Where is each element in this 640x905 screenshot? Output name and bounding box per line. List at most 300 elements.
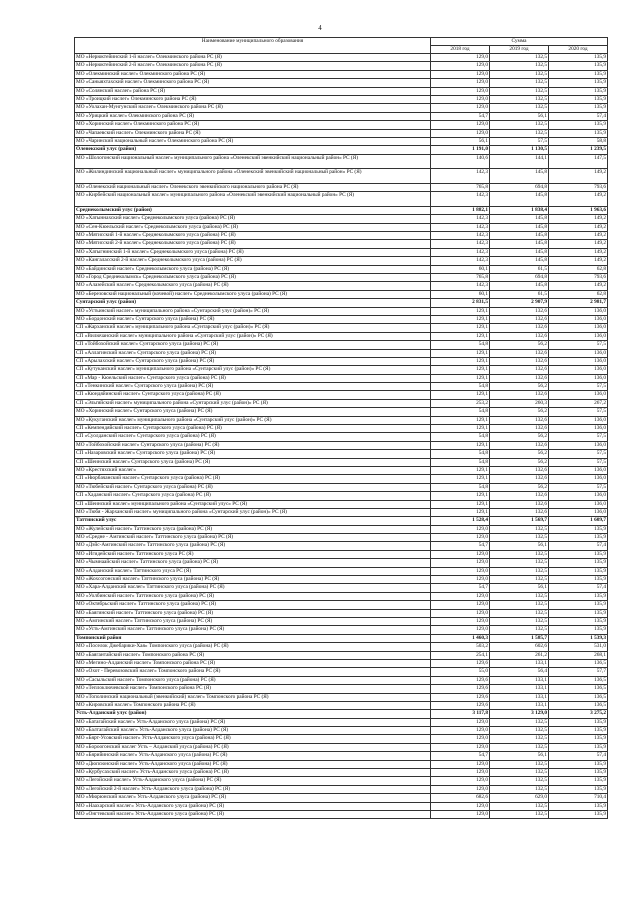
row-value: 129,0	[431, 626, 490, 634]
row-name: МО «Баягантайский наслег» Томпонского района РС (Я)	[75, 651, 431, 659]
row-name: МО «Кангаласский 2-й наслег» Среднеколымского улуса (района) РС (Я)	[75, 257, 431, 265]
row-value: 135,9	[549, 576, 608, 584]
row-value: 149,2	[549, 215, 608, 223]
row-name: МО «Дэйс-Амгинский наслег» Таттинского улуса (района) РС (Я)	[75, 542, 431, 550]
row-name: СП «Тенкинский наслег» Сунтарского улуса (района) РС (Я)	[75, 383, 431, 391]
row-value: 132,5	[490, 626, 549, 634]
row-value: 132,6	[490, 475, 549, 483]
row-value: 133,1	[490, 701, 549, 709]
row-value: 682,6	[431, 794, 490, 802]
row-value: 1 585,7	[490, 634, 549, 642]
row-value: 140,6	[431, 154, 490, 169]
row-value: 62,8	[549, 290, 608, 298]
table-row	[75, 777, 608, 785]
row-value: 135,9	[549, 567, 608, 575]
row-value: 135,9	[549, 735, 608, 743]
row-name: МО «Баягинский наслег» Таттинского улуса (района) РС (Я)	[75, 609, 431, 617]
row-value: 129,0	[431, 121, 490, 129]
row-value: 136,5	[549, 701, 608, 709]
row-value: 132,5	[490, 785, 549, 793]
table-row	[75, 609, 608, 617]
table-row	[75, 601, 608, 609]
row-value: 132,6	[490, 366, 549, 374]
table-row	[75, 366, 608, 374]
row-value: 142,3	[431, 248, 490, 256]
row-value: 136,0	[549, 425, 608, 433]
row-value: 56,4	[490, 668, 549, 676]
row-value: 61,5	[490, 290, 549, 298]
table-row	[75, 112, 608, 120]
row-value: 149,2	[549, 240, 608, 248]
row-name: МО «Дюпсюнский наслег» Усть-Алданского улуса (района) РС (Я)	[75, 760, 431, 768]
table-row	[75, 433, 608, 441]
row-name: СП «Нюрбачанский наслег» Сунтарского улуса (района) РС (Я)	[75, 475, 431, 483]
row-value: 145,8	[490, 240, 549, 248]
row-value: 56,1	[490, 542, 549, 550]
row-value: 142,3	[431, 257, 490, 265]
table-row	[75, 643, 608, 651]
row-name: МО «Урицкий наслег» Олекминского района РС (Я)	[75, 112, 431, 120]
row-value: 54,7	[431, 112, 490, 120]
row-value: 145,8	[490, 169, 549, 184]
row-value: 3 117,8	[431, 710, 490, 718]
row-value: 129,0	[431, 760, 490, 768]
table-row	[75, 534, 608, 542]
row-value: 136,0	[549, 500, 608, 508]
row-value: 129,6	[431, 676, 490, 684]
row-value: 129,0	[431, 54, 490, 62]
table-row	[75, 169, 608, 184]
row-value: 61,5	[490, 265, 549, 273]
row-name: МО «Мятисский 1-й наслег» Среднеколымского улуса (района) РС (Я)	[75, 232, 431, 240]
row-value: 54,8	[431, 450, 490, 458]
row-value: 132,5	[490, 79, 549, 87]
row-name: СП «Суолданский наслег» Сунтарского улуса (района) РС (Я)	[75, 433, 431, 441]
table-row	[75, 104, 608, 112]
row-value: 135,9	[549, 727, 608, 735]
row-value: 57,5	[549, 483, 608, 491]
row-value: 149,2	[549, 223, 608, 231]
row-value: 133,1	[490, 676, 549, 684]
row-value: 132,5	[490, 592, 549, 600]
table-row	[75, 576, 608, 584]
row-value: 135,9	[549, 121, 608, 129]
row-name: МО «Балтагайский наслег» Усть-Алданского улуса (района) РС (Я)	[75, 727, 431, 735]
row-value: 129,6	[431, 693, 490, 701]
table-row	[75, 192, 608, 207]
row-value: 132,6	[490, 466, 549, 474]
row-value: 56,2	[490, 383, 549, 391]
table-row	[75, 735, 608, 743]
table-row	[75, 483, 608, 491]
row-value: 132,5	[490, 70, 549, 78]
row-value: 1 191,0	[431, 146, 490, 154]
row-name: МО «Кукуганский наслег» муниципального района «Сунтарский улус (район)» РС (Я)	[75, 416, 431, 424]
row-value: 54,7	[431, 584, 490, 592]
row-value: 694,8	[490, 183, 549, 191]
row-value: 765,8	[431, 183, 490, 191]
table-row	[75, 752, 608, 760]
row-name: МО «Крестяхский наслег»	[75, 466, 431, 474]
row-value: 132,5	[490, 559, 549, 567]
row-value: 1 528,4	[431, 517, 490, 525]
row-value: 129,1	[431, 324, 490, 332]
row-name: МО «Средне - Амгинский наслег» Таттинского улуса (района) РС (Я)	[75, 534, 431, 542]
row-value: 132,5	[490, 601, 549, 609]
row-value: 136,0	[549, 508, 608, 516]
row-value: 136,0	[549, 466, 608, 474]
table-row	[75, 374, 608, 382]
table-row	[75, 668, 608, 676]
table-row	[75, 802, 608, 810]
row-value: 54,7	[431, 752, 490, 760]
row-name: Среднеколымский улус (район)	[75, 206, 431, 214]
row-value: 136,0	[549, 307, 608, 315]
row-value: 136,0	[549, 441, 608, 449]
row-value: 57,4	[549, 112, 608, 120]
row-name: МО «Хатыннахский наслег» Среднеколымского улуса (района) РС (Я)	[75, 215, 431, 223]
row-value: 135,9	[549, 769, 608, 777]
row-value: 132,5	[490, 121, 549, 129]
table-row	[75, 760, 608, 768]
row-value: 56,1	[490, 752, 549, 760]
row-value: 132,5	[490, 769, 549, 777]
row-name: СП «Шеинский наслег» муниципального района «Сунтарский улус» РС (Я)	[75, 500, 431, 508]
row-value: 129,1	[431, 425, 490, 433]
row-value: 142,3	[431, 215, 490, 223]
row-name: МО «Хоринский наслег» Сунтарского улуса (района) РС (Я)	[75, 408, 431, 416]
row-value: 136,0	[549, 324, 608, 332]
table-row	[75, 341, 608, 349]
row-value: 149,2	[549, 192, 608, 207]
table-row	[75, 592, 608, 600]
row-value: 129,0	[431, 559, 490, 567]
row-value: 132,5	[490, 802, 549, 810]
row-value: 142,3	[431, 282, 490, 290]
row-name: МО «Олекминский наслег» Олекминского района РС (Я)	[75, 70, 431, 78]
row-value: 145,8	[490, 215, 549, 223]
row-name: МО «Бярт-Усовский наслег» Усть-Алданского улуса (района) РС (Я)	[75, 735, 431, 743]
row-value: 54,8	[431, 408, 490, 416]
row-value: 135,9	[549, 87, 608, 95]
row-value: 129,1	[431, 349, 490, 357]
row-name: МО «Амгинский наслег» Таттинского улуса (района) РС (Я)	[75, 618, 431, 626]
table-row-total	[75, 299, 608, 307]
table-row	[75, 475, 608, 483]
row-value: 57,4	[549, 752, 608, 760]
row-name: СП «Арылахский наслег» Сунтарского улуса (района) РС (Я)	[75, 357, 431, 365]
row-value: 132,5	[490, 609, 549, 617]
row-value: 132,6	[490, 332, 549, 340]
table-row	[75, 659, 608, 667]
row-value: 136,0	[549, 357, 608, 365]
row-value: 132,5	[490, 743, 549, 751]
row-name: МО «Чымнаайский наслег» Таттинского улуса (района) РС (Я)	[75, 559, 431, 567]
table-row	[75, 525, 608, 533]
table-row	[75, 62, 608, 70]
row-value: 132,6	[490, 315, 549, 323]
row-value: 710,4	[549, 794, 608, 802]
table-row	[75, 290, 608, 298]
row-value: 57,4	[549, 542, 608, 550]
table-row	[75, 240, 608, 248]
table-row	[75, 785, 608, 793]
table-row	[75, 492, 608, 500]
row-value: 145,8	[490, 223, 549, 231]
row-name: МО «Город Среднеколымск» Среднеколымского улуса (района) РС (Я)	[75, 273, 431, 281]
table-row	[75, 542, 608, 550]
row-value: 57,5	[549, 450, 608, 458]
table-row	[75, 743, 608, 751]
row-value: 135,9	[549, 626, 608, 634]
row-value: 135,9	[549, 70, 608, 78]
row-value: 135,9	[549, 601, 608, 609]
row-name: МО «Теплоключевской наслег» Томпонского района РС (Я)	[75, 685, 431, 693]
table-row	[75, 248, 608, 256]
row-value: 694,8	[490, 273, 549, 281]
row-value: 57,5	[549, 433, 608, 441]
row-value: 129,1	[431, 332, 490, 340]
table-header-row	[75, 38, 608, 46]
row-name: МО «Тюбя - Жарханский наслег» муниципального района «Сунтарский улус (район)» РС (Я)	[75, 508, 431, 516]
row-value: 2 907,9	[490, 299, 549, 307]
table-row	[75, 794, 608, 802]
row-value: 55,0	[431, 668, 490, 676]
row-name: МО «Батагайский наслег» Усть-Алданского улуса (района) РС (Я)	[75, 718, 431, 726]
table-row-total	[75, 517, 608, 525]
row-value: 136,5	[549, 685, 608, 693]
row-value: 129,0	[431, 802, 490, 810]
row-value: 135,9	[549, 743, 608, 751]
row-value: 136,0	[549, 475, 608, 483]
row-value: 135,9	[549, 534, 608, 542]
row-name: МО «Алданский наслег» Таттинского улуса РС (Я)	[75, 567, 431, 575]
row-value: 129,1	[431, 466, 490, 474]
row-value: 132,6	[490, 324, 549, 332]
row-value: 132,5	[490, 618, 549, 626]
table-row	[75, 391, 608, 399]
table-row	[75, 685, 608, 693]
table-row	[75, 383, 608, 391]
row-name: СП «Хаданский наслег» Сунтарского улуса (района) РС (Я)	[75, 492, 431, 500]
row-name: СП «Аллагинский наслег» Сунтарского улуса (района) РС (Я)	[75, 349, 431, 357]
row-value: 144,1	[490, 154, 549, 169]
row-value: 1 130,5	[490, 146, 549, 154]
row-value: 54,8	[431, 341, 490, 349]
table-row	[75, 810, 608, 818]
row-value: 135,9	[549, 525, 608, 533]
table-row	[75, 95, 608, 103]
row-value: 1 838,4	[490, 206, 549, 214]
row-value: 136,0	[549, 416, 608, 424]
row-value: 2 981,7	[549, 299, 608, 307]
budget-table	[74, 37, 608, 819]
row-name: МО «Уолбинский наслег» Таттинского улуса (района) РС (Я)	[75, 592, 431, 600]
table-row-total	[75, 146, 608, 154]
row-value: 3 129,0	[490, 710, 549, 718]
row-name: МО «Охот - Перевозовский наслег» Томпонского района РС (Я)	[75, 668, 431, 676]
row-name: МО «Нерюктейинский 1-й наслег» Олекминского района РС (Я)	[75, 54, 431, 62]
row-value: 136,5	[549, 659, 608, 667]
table-row	[75, 223, 608, 231]
row-value: 54,8	[431, 483, 490, 491]
row-value: 57,5	[549, 383, 608, 391]
row-value: 1 609,7	[549, 517, 608, 525]
row-name: МО «Сасыльский наслег» Томпонского улуса (района) РС (Я)	[75, 676, 431, 684]
table-row	[75, 79, 608, 87]
table-row	[75, 408, 608, 416]
row-value: 136,0	[549, 492, 608, 500]
row-name: СП «Назаровский наслег» Сунтарского улуса (района) РС (Я)	[75, 450, 431, 458]
row-value: 135,9	[549, 79, 608, 87]
row-value: 129,1	[431, 374, 490, 382]
table-row	[75, 584, 608, 592]
row-value: 1 460,3	[431, 634, 490, 642]
row-value: 57,5	[549, 408, 608, 416]
table-row	[75, 183, 608, 191]
table-row	[75, 265, 608, 273]
row-value: 129,1	[431, 492, 490, 500]
row-value: 145,8	[490, 257, 549, 265]
row-value: 129,0	[431, 601, 490, 609]
row-value: 142,3	[431, 232, 490, 240]
row-value: 129,0	[431, 129, 490, 137]
row-value: 136,0	[549, 374, 608, 382]
row-value: 57,4	[549, 584, 608, 592]
row-value: 145,8	[490, 248, 549, 256]
row-value: 135,9	[549, 95, 608, 103]
row-value: 129,0	[431, 534, 490, 542]
row-value: 3 275,2	[549, 710, 608, 718]
table-row	[75, 618, 608, 626]
row-name: МО «Усть-Амгинский наслег» Таттинского улуса (района) РС (Я)	[75, 626, 431, 634]
row-value: 135,9	[549, 609, 608, 617]
table-row	[75, 441, 608, 449]
row-value: 132,5	[490, 576, 549, 584]
row-value: 147,5	[549, 154, 608, 169]
row-name: МО «Тюбейский наслег» Сунтарского улуса (района) РС (Я)	[75, 483, 431, 491]
table-row	[75, 324, 608, 332]
row-value: 149,2	[549, 257, 608, 265]
row-value: 54,7	[431, 542, 490, 550]
table-row	[75, 500, 608, 508]
row-value: 145,8	[490, 282, 549, 290]
row-name: МО «Бороогонский наслег Усть – Алданский улуса (района) РС (Я)	[75, 743, 431, 751]
row-value: 56,2	[490, 408, 549, 416]
row-value: 129,1	[431, 391, 490, 399]
row-value: 129,0	[431, 550, 490, 558]
row-value: 531,0	[549, 643, 608, 651]
row-value: 132,5	[490, 810, 549, 818]
table-body	[75, 38, 608, 819]
row-value: 132,5	[490, 777, 549, 785]
table-row	[75, 626, 608, 634]
row-value: 142,3	[431, 223, 490, 231]
row-value: 135,9	[549, 785, 608, 793]
table-row	[75, 651, 608, 659]
row-value: 629,0	[490, 794, 549, 802]
row-value: 57,7	[549, 668, 608, 676]
row-value: 1 569,7	[490, 517, 549, 525]
row-value: 132,5	[490, 735, 549, 743]
table-row	[75, 550, 608, 558]
row-name: МО «Алазейский наслег» Среднеколымского улуса (района) РС (Я)	[75, 282, 431, 290]
row-name: МО «Бордонский наслег» Сунтарского улуса (района) РС (Я)	[75, 315, 431, 323]
table-row	[75, 466, 608, 474]
row-value: 132,6	[490, 307, 549, 315]
row-value: 132,6	[490, 508, 549, 516]
row-value: 136,0	[549, 366, 608, 374]
row-value: 57,5	[490, 137, 549, 145]
row-value: 135,9	[549, 559, 608, 567]
row-value: 129,0	[431, 62, 490, 70]
row-value: 62,8	[549, 265, 608, 273]
row-value: 129,0	[431, 104, 490, 112]
row-value: 56,2	[490, 458, 549, 466]
row-name: МО «Березовский национальный (кочевой) наслег» Среднеколымского улуса (района) РС (Я)	[75, 290, 431, 298]
row-name: СП «Жарханский наслег» муниципального района «Сунтарский улус (район)» РС (Я)	[75, 324, 431, 332]
row-value: 132,6	[490, 357, 549, 365]
row-value: 129,0	[431, 576, 490, 584]
row-name: МО «Уолахан-Мунгунский наслег» Олекминского района РС (Я)	[75, 104, 431, 112]
row-name: МО «Солянский наслег» района РС (Я)	[75, 87, 431, 95]
table-row	[75, 567, 608, 575]
row-name: МО «Хара-Алданский наслег» Таттинского улуса (района) РС (Я)	[75, 584, 431, 592]
row-name: МО «Оленекский национальный наслег» Оленекского эвенкийского национального района РС (Я)	[75, 183, 431, 191]
row-value: 135,9	[549, 810, 608, 818]
row-value: 129,1	[431, 416, 490, 424]
table-row	[75, 450, 608, 458]
row-value: 132,5	[490, 104, 549, 112]
row-name: МО «Онгтевский наслег» Усть-Алданского улуса (района) РС (Я)	[75, 810, 431, 818]
row-name: МО «Хоринский наслег» Олекминского района РС (Я)	[75, 121, 431, 129]
row-value: 135,9	[549, 802, 608, 810]
row-value: 135,9	[549, 760, 608, 768]
row-value: 132,5	[490, 550, 549, 558]
row-value: 129,1	[431, 357, 490, 365]
row-name: Сунтарский улус (район)	[75, 299, 431, 307]
table-row	[75, 129, 608, 137]
table-row	[75, 416, 608, 424]
row-value: 135,9	[549, 777, 608, 785]
table-row	[75, 232, 608, 240]
row-value: 129,0	[431, 609, 490, 617]
header-sum-column: Сумма	[431, 38, 608, 46]
row-value: 60,1	[431, 290, 490, 298]
row-value: 58,8	[549, 137, 608, 145]
row-name: МО «Сен-Кюельский наслег» Среднеколымского улуса (района) РС (Я)	[75, 223, 431, 231]
row-name: МО «Мятисский 2-й наслег» Среднеколымского улуса (района) РС (Я)	[75, 240, 431, 248]
table-row	[75, 121, 608, 129]
row-value: 135,9	[549, 129, 608, 137]
table-row	[75, 315, 608, 323]
row-value: 2 831,5	[431, 299, 490, 307]
row-name: МО «Мегино-Алданский наслег» Томпонского района РС (Я)	[75, 659, 431, 667]
row-value: 129,0	[431, 785, 490, 793]
row-value: 132,5	[490, 718, 549, 726]
row-value: 136,0	[549, 391, 608, 399]
table-row	[75, 693, 608, 701]
row-name: МО «Кировский наслег» Томпонского района РС (Я)	[75, 701, 431, 709]
row-value: 135,9	[549, 718, 608, 726]
row-name: МО «Тополинский национальный (эвенкийский) наслег» Томпонского района РС (Я)	[75, 693, 431, 701]
row-value: 149,2	[549, 248, 608, 256]
row-name: МО «Легойский 2-й наслег» Усть-Алданского улуса (района) РС (Я)	[75, 785, 431, 793]
row-value: 136,0	[549, 332, 608, 340]
row-name: СП «Кюндяйинский наслег» Сунтарского улуса (района) РС (Я)	[75, 391, 431, 399]
table-row	[75, 282, 608, 290]
row-value: 56,2	[490, 483, 549, 491]
